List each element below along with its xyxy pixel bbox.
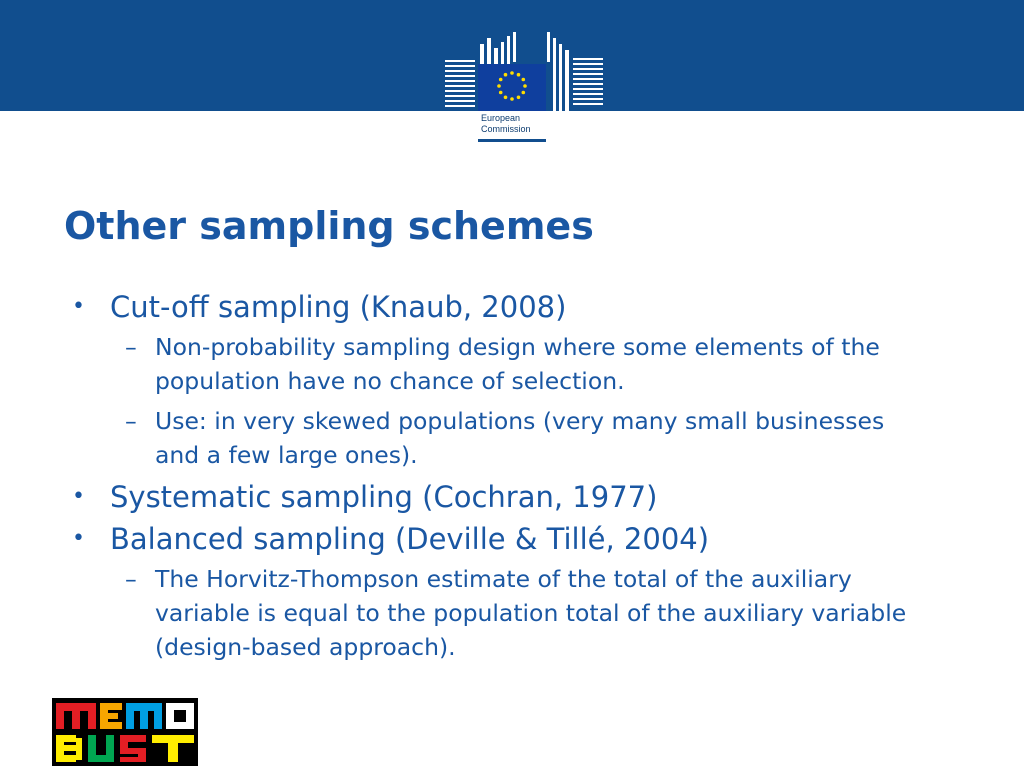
bullet-item — [70, 478, 970, 516]
dash-icon: – — [125, 333, 137, 361]
bullet-text: Balanced sampling (Deville & Tillé, 2004) — [110, 522, 710, 556]
bullet-list — [70, 288, 970, 670]
bullet-text: Systematic sampling (Cochran, 1977) — [110, 480, 658, 514]
sub-bullet-text: Use: in very skewed populations (very many small businesses and a few large ones). — [155, 407, 885, 469]
slide-title: Other sampling schemes — [64, 204, 594, 248]
ec-logo-underline — [478, 139, 546, 142]
ec-logo-line1: European — [481, 113, 521, 123]
bullet-icon: • — [72, 526, 85, 551]
sub-bullet-text: Non-probability sampling design where some elements of the population have no chance of selection. — [155, 333, 880, 395]
sub-bullet-item — [70, 562, 935, 664]
ec-logo-line2: Commission — [481, 124, 531, 134]
bullet-icon: • — [72, 484, 85, 509]
dash-icon: – — [125, 407, 137, 435]
dash-icon: – — [125, 565, 137, 593]
bullet-item — [70, 288, 970, 326]
sub-bullet-item — [70, 404, 935, 472]
ec-logo-caption — [481, 113, 547, 135]
memobust-logo — [52, 698, 198, 766]
bullet-item — [70, 520, 970, 558]
bullet-icon: • — [72, 294, 85, 319]
bullet-text: Cut-off sampling (Knaub, 2008) — [110, 290, 567, 324]
sub-bullet-item — [70, 330, 935, 398]
sub-bullet-text: The Horvitz-Thompson estimate of the total of the auxiliary variable is equal to the population total of the auxiliary variable (design-based approach). — [155, 565, 907, 661]
